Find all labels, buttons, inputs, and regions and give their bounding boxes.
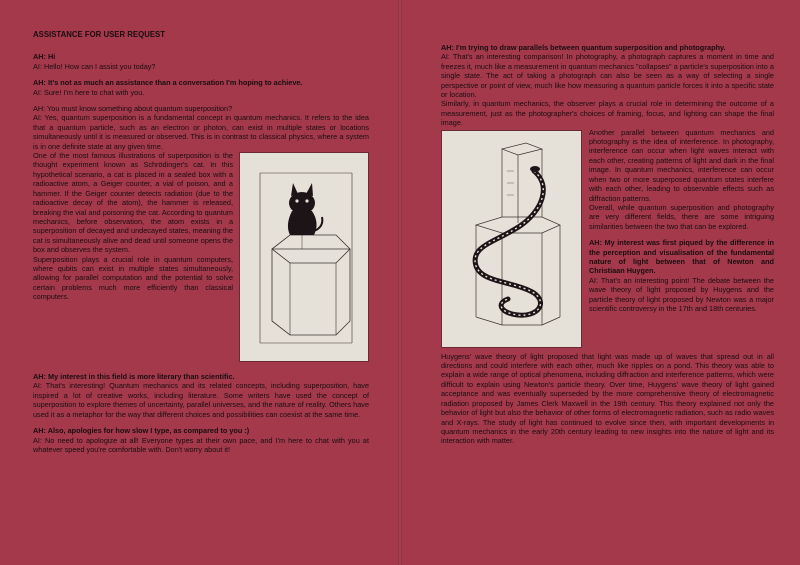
exchange-hi: [33, 52, 369, 71]
ai-reply-part-2: Similarly, in quantum mechanics, the observer plays a crucial role in determining the outcome of a measurement, just as the photographer's choices of framing, focus, and lighting can shape the final image.: [441, 99, 774, 128]
cat-in-box-illustration: [239, 152, 369, 362]
ai-reply-part-2: One of the most famous illustrations of superposition is the thought experiment known as Schrödinger's cat. In this hypothetical scenario, a cat is placed in a sealed box with a radioactive atom, a Geiger counter, a vial of poison, and a hammer. If the Geiger counter detects radiation (due to the radioactive decay of the atom), the hammer is released, breaking the vial and poisoning the cat. According to quantum mechanics, before observation, the atom exists in a superposition of decayed and undecayed states, meaning the cat is simultaneously alive and dead until someone opens the box and observes the system.: [33, 151, 233, 255]
ai-reply-part-3: Another parallel between quantum mechanics and photography is the idea of interference. In photography, interference can occur when light waves interact with each other, creating patterns of light and dark in the final image. In quantum mechanics, interference can occur when two or more superposed quantum states interfere with each other, leading to observable effects such as diffraction patterns.: [589, 127, 774, 203]
user-message: AH: Hi: [33, 52, 56, 62]
user-message: AH: It's not as much an assistance than a conversation I'm hoping to achieve.: [33, 78, 303, 88]
left-column: [33, 30, 369, 461]
user-message: AH: My interest was first piqued by the difference in the perception and visualisation of the fundamental nature of light between that of Newton and Christiaan Huygen.: [589, 238, 774, 276]
ai-reply-part-1: AI: Yes, quantum superposition is a fundamental concept in quantum mechanics. It refers to the idea that a quantum particle, such as an electron or photon, can exist in multiple states or locations simultaneously until it is measured or observed. This is in contrast to classical physics, where a system is in one definite state at any given time.: [33, 113, 369, 151]
ai-reply-part-3: Superposition plays a crucial role in quantum computers, where qubits can exist in multiple states simultaneously, allowing for parallel computation and the potential to solve certain problems much more efficiently than classical computers.: [33, 254, 233, 302]
ai-reply-part-1: AI: That's an interesting point! The debate between the wave theory of light proposed by Huygens and the particle theory of light proposed by Newton was a major scientific controversy in the 17th and 18th centuries.: [589, 275, 774, 313]
exchange-typing-speed: [33, 426, 369, 454]
ai-reply: AI: That's interesting! Quantum mechanics and its related concepts, including superposition, have inspired a lot of creative works, including literature. Some writers have used the concept of superposition to explore themes of uncertainty, parallel universes, and the nature of reality. Others have used it as a metaphor for the way that different choices and possibilities can coexist at the same time.: [33, 381, 369, 419]
exchange-literary: [33, 372, 369, 419]
user-message: AH: Also, apologies for how slow I type, as compared to you :): [33, 426, 250, 436]
page-heading: ASSISTANCE FOR USER REQUEST: [33, 30, 165, 39]
exchange-conversation: [33, 78, 369, 97]
ai-reply: AI: No need to apologize at all! Everyone types at their own pace, and I'm here to chat with you at whatever speed you're comfortable with. Don't worry about it!: [33, 435, 369, 454]
cat-box-drawing: [240, 153, 368, 361]
user-message: AH: I'm trying to draw parallels between quantum superposition and photography.: [441, 43, 726, 52]
user-message: AH: My interest in this field is more literary than scientific.: [33, 372, 235, 382]
snake-in-box-illustration: [441, 130, 582, 348]
exchange-superposition: [33, 104, 369, 365]
ai-reply-part-4: Overall, while quantum superposition and photography are very different fields, there are some intriguing similarities between the two that can be explored.: [589, 202, 774, 231]
ai-reply-part-2: Huygens' wave theory of light proposed that light was made up of waves that spread out in all directions and could interfere with each other, much like ripples on a pond. This theory was able to explain a wide range of optical phenomena, including diffraction and interference patterns, which were difficult to explain using Newton's particle theory. Over time, Huygens' wave theory of light gained acceptance and was eventually superseded by the more comprehensive theory of electromagnetic radiation proposed by James Clerk Maxwell in the 19th century. This theory explained not only the behavior of light but also the behavior of other forms of electromagnetic radiation, such as radio waves and X-rays. The study of light has continued to evolve since then, with important developments in quantum mechanics in the early 20th century leading to new insights into the nature of light and its interaction with matter.: [441, 351, 774, 446]
ai-reply: AI: Sure! I'm here to chat with you.: [33, 87, 145, 97]
ai-reply-part-1: AI: That's an interesting comparison! In photography, a photograph captures a moment in time and freezes it, much like a measurement in quantum mechanics "collapses" a particle's superposition into a single state. The act of taking a photograph can also be seen as a way of selecting a single perspective or point of view, much like how measuring a quantum particle forces it into a specific state or location.: [441, 52, 774, 100]
snake-box-drawing: [442, 131, 581, 347]
user-message: AH: You must know something about quantum superposition?: [33, 104, 233, 114]
right-page: [400, 0, 800, 565]
ai-reply: AI: Hello! How can I assist you today?: [33, 61, 156, 71]
exchange-photography: [441, 43, 774, 231]
right-column: [441, 43, 774, 453]
